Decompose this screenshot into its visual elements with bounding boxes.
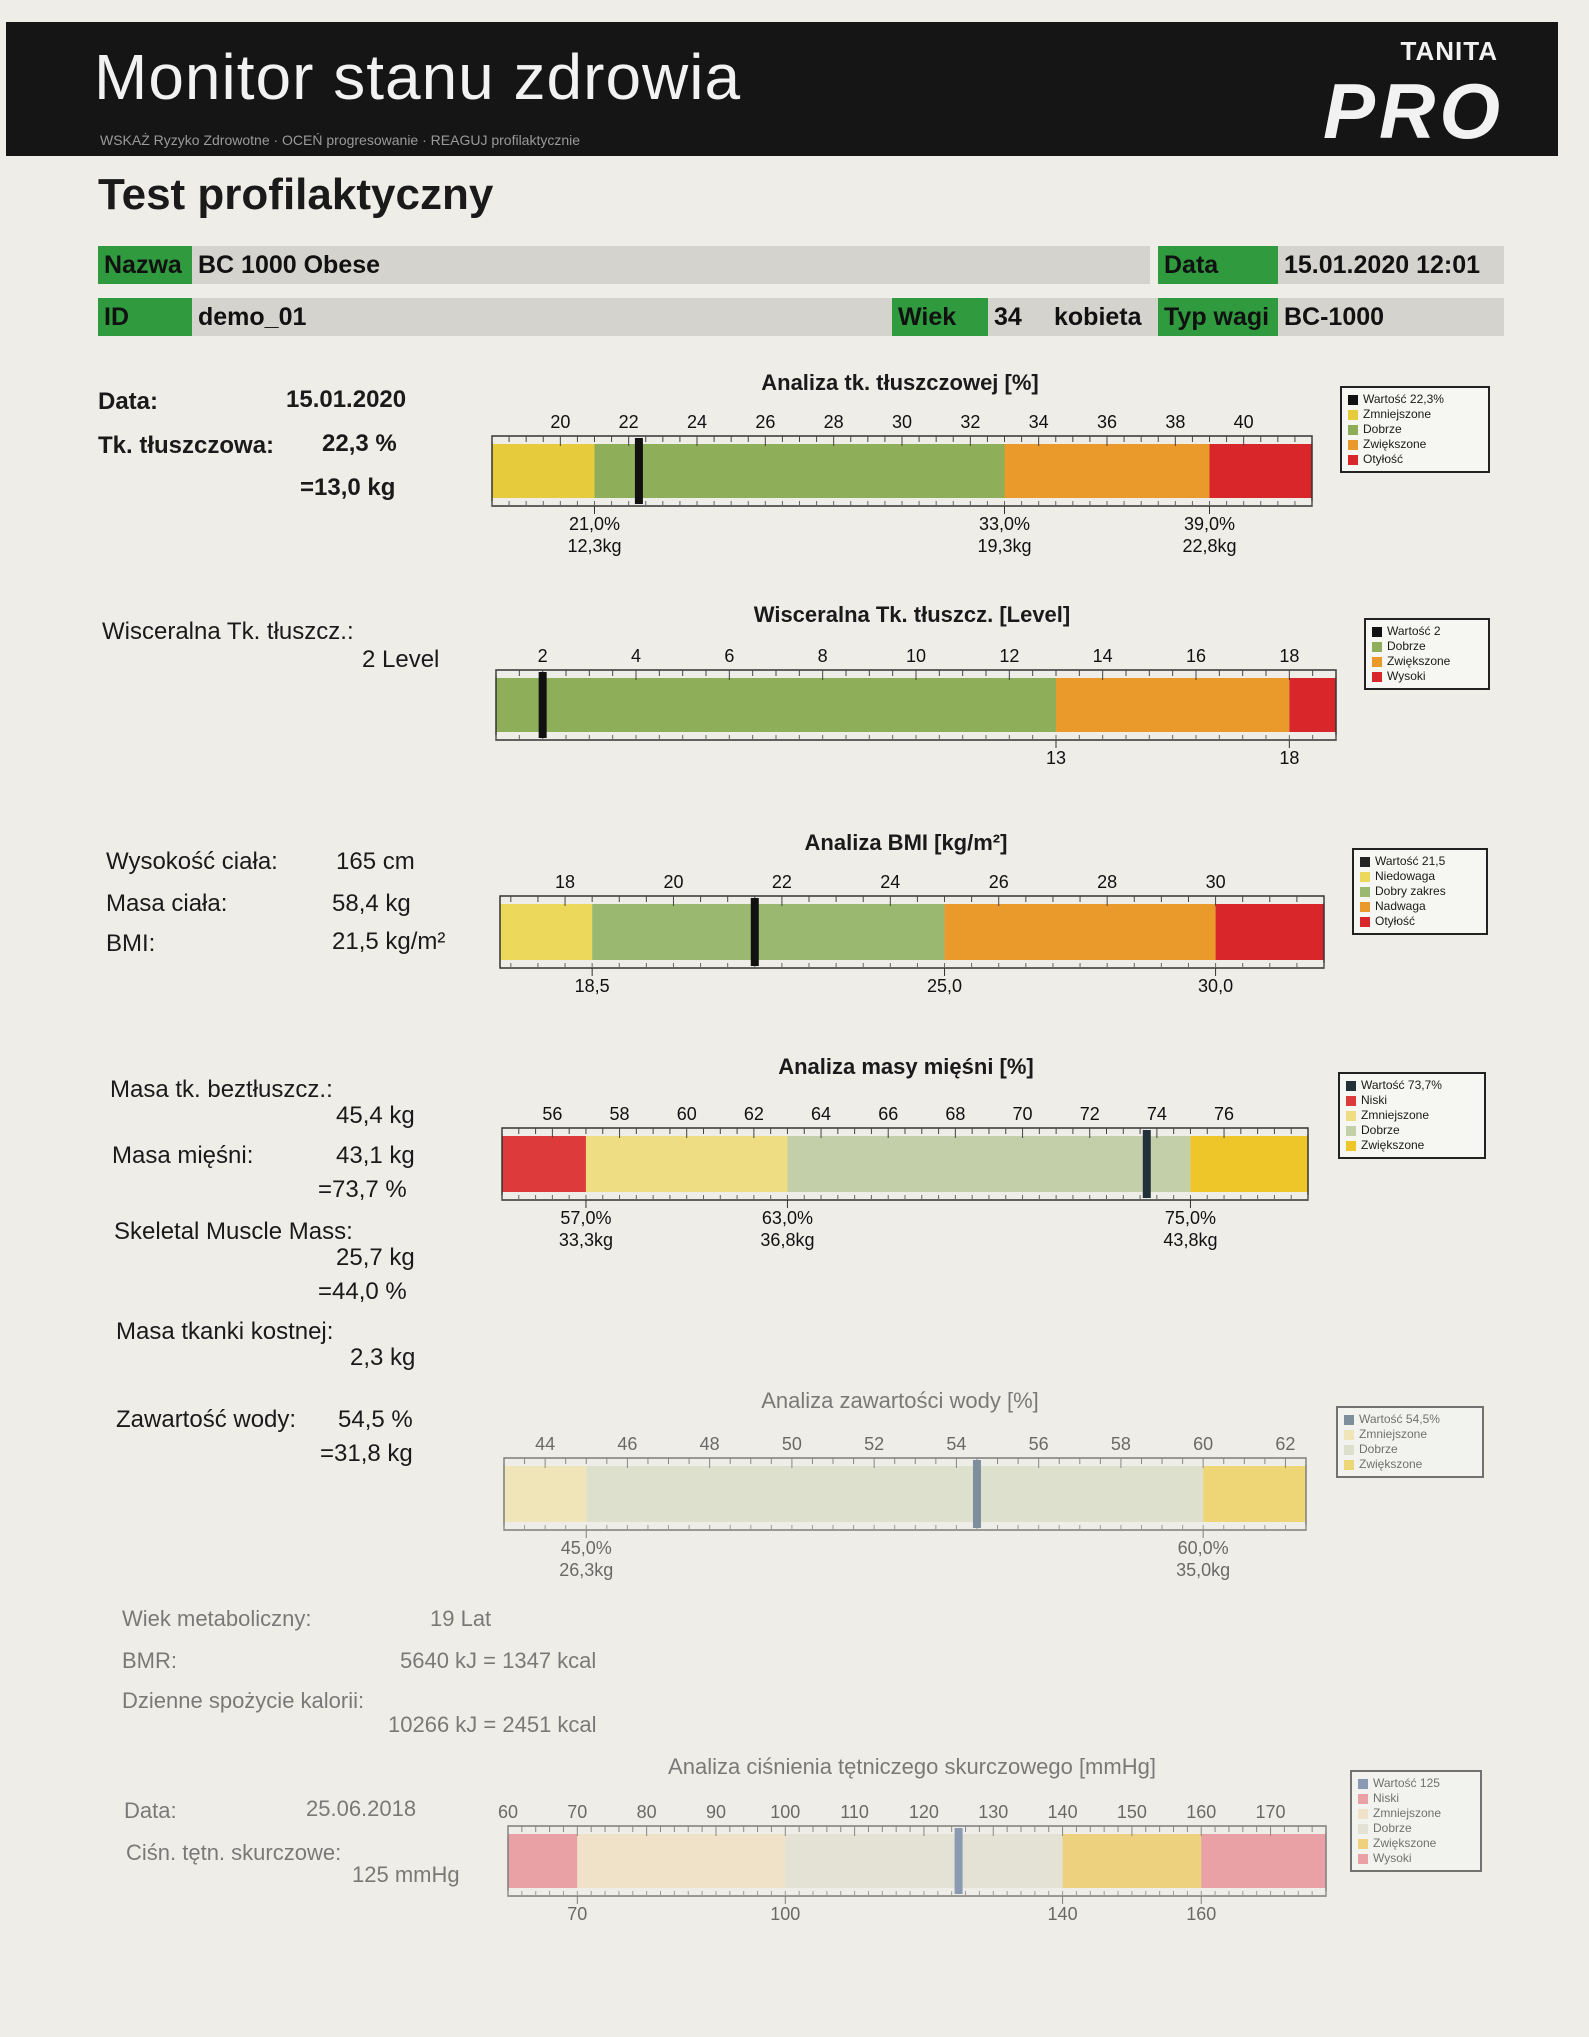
threshold-label: 35,0kg — [1176, 1560, 1231, 1580]
lean-mass-label: Masa tk. beztłuszcz.: — [110, 1076, 333, 1103]
range-segment — [496, 678, 1056, 732]
range-segment — [1056, 678, 1289, 732]
legend-item — [1344, 1442, 1476, 1457]
threshold-label: 60,0% — [1177, 1538, 1229, 1558]
threshold-label: 33,0% — [978, 514, 1031, 534]
legend-item — [1358, 1836, 1474, 1851]
date-label: Data — [1158, 246, 1278, 284]
tick-label: 58 — [1110, 1434, 1131, 1454]
tick-label: 62 — [743, 1104, 764, 1124]
age-label: Wiek — [892, 298, 988, 336]
legend-item — [1358, 1851, 1474, 1866]
tick-label: 38 — [1165, 412, 1186, 432]
threshold-label: 43,8kg — [1163, 1230, 1218, 1250]
legend-item — [1346, 1123, 1478, 1138]
fat-date-label: Data: — [98, 388, 159, 415]
chart-title: Analiza masy mięśni [%] — [778, 1054, 1034, 1079]
daily-calories-value: 10266 kJ = 2451 kcal — [388, 1712, 597, 1737]
tick-label: 90 — [705, 1802, 726, 1822]
name-value: BC 1000 Obese — [192, 246, 1150, 284]
muscle-mass-pct: =73,7 % — [318, 1176, 407, 1203]
tick-label: 50 — [781, 1434, 802, 1454]
legend-label: Wysoki — [1373, 1851, 1412, 1865]
tick-label: 74 — [1146, 1104, 1167, 1124]
range-segment — [504, 1466, 586, 1522]
bmr-label: BMR: — [122, 1648, 177, 1673]
chart-legend — [1338, 1072, 1486, 1159]
legend-swatch — [1348, 455, 1358, 465]
tick-label: 72 — [1079, 1104, 1100, 1124]
legend-item — [1358, 1776, 1474, 1791]
range-segment — [1203, 1466, 1306, 1522]
range-chart — [472, 396, 1332, 564]
tick-label: 68 — [945, 1104, 966, 1124]
range-segment — [1210, 444, 1313, 498]
range-segment — [785, 1834, 1062, 1888]
legend-swatch — [1358, 1854, 1368, 1864]
legend-label: Zwiększone — [1387, 654, 1451, 668]
range-segment — [500, 904, 592, 960]
range-segment — [1190, 1136, 1308, 1192]
legend-item — [1358, 1806, 1474, 1821]
fat-date-value: 15.01.2020 — [286, 386, 407, 413]
legend-swatch — [1358, 1824, 1368, 1834]
threshold-label: 13 — [1045, 748, 1067, 768]
tick-label: 48 — [699, 1434, 720, 1454]
legend-label: Zmniejszone — [1373, 1806, 1442, 1820]
legend-item — [1360, 854, 1480, 869]
threshold-label: 57,0% — [560, 1208, 612, 1228]
date-value: 15.01.2020 12:01 — [1278, 246, 1504, 284]
bp-date-label: Data: — [124, 1798, 177, 1823]
threshold-label: 33,3kg — [558, 1230, 613, 1250]
threshold-label: 12,3kg — [567, 536, 622, 556]
value-marker — [635, 438, 643, 504]
range-chart — [488, 1786, 1346, 1954]
name-label: Nazwa — [98, 246, 192, 284]
tick-label: 26 — [988, 872, 1009, 892]
legend-item — [1346, 1138, 1478, 1153]
legend-swatch — [1372, 642, 1382, 652]
legend-swatch — [1360, 857, 1370, 867]
scale-value: BC-1000 — [1278, 298, 1504, 336]
legend-swatch — [1344, 1430, 1354, 1440]
fat-kg: =13,0 kg — [300, 474, 396, 501]
bp-value: 125 mmHg — [352, 1862, 460, 1887]
tick-label: 8 — [817, 646, 828, 666]
legend-item — [1360, 884, 1480, 899]
value-marker — [539, 672, 547, 738]
bone-mass-value: 2,3 kg — [350, 1344, 416, 1371]
value-marker — [955, 1828, 963, 1894]
legend-label: Wartość 125 — [1373, 1776, 1440, 1790]
chart-title: Analiza zawartości wody [%] — [761, 1388, 1039, 1413]
legend-label: Dobrze — [1361, 1123, 1400, 1137]
tick-label: 2 — [537, 646, 548, 666]
legend-label: Dobrze — [1387, 639, 1426, 653]
value-marker — [751, 898, 759, 966]
tick-label: 4 — [630, 646, 642, 666]
visceral-label: Wisceralna Tk. tłuszcz.: — [102, 618, 354, 645]
legend-item — [1348, 392, 1482, 407]
daily-calories-label: Dzienne spożycie kalorii: — [122, 1688, 365, 1713]
tick-label: 76 — [1214, 1104, 1235, 1124]
threshold-label: 36,8kg — [760, 1230, 815, 1250]
tick-label: 18 — [555, 872, 576, 892]
legend-swatch — [1360, 902, 1370, 912]
sex-value: kobieta — [1048, 298, 1158, 336]
threshold-label: 39,0% — [1183, 514, 1236, 534]
tick-label: 150 — [1116, 1802, 1147, 1822]
legend-label: Zwiększone — [1359, 1457, 1423, 1471]
tick-label: 28 — [1097, 872, 1118, 892]
tick-label: 70 — [1012, 1104, 1033, 1124]
range-segment — [592, 904, 944, 960]
bmi-value: 21,5 kg/m² — [332, 928, 446, 955]
tick-label: 62 — [1275, 1434, 1296, 1454]
threshold-label: 100 — [770, 1904, 801, 1924]
app-title: Monitor stanu zdrowia — [94, 41, 742, 113]
threshold-label: 18,5 — [574, 976, 610, 996]
page-title: Test profilaktyczny — [98, 170, 494, 219]
legend-label: Wartość 73,7% — [1361, 1078, 1442, 1092]
tick-label: 32 — [960, 412, 981, 432]
chart-legend — [1364, 618, 1490, 690]
range-segment — [577, 1834, 785, 1888]
value-marker — [973, 1460, 981, 1528]
legend-item — [1348, 452, 1482, 467]
tick-label: 80 — [636, 1802, 657, 1822]
legend-swatch — [1346, 1111, 1356, 1121]
chart-legend — [1350, 1770, 1482, 1872]
range-segment — [586, 1136, 788, 1192]
range-segment — [508, 1834, 577, 1888]
tick-label: 56 — [1028, 1434, 1049, 1454]
tick-label: 64 — [811, 1104, 832, 1124]
tick-label: 22 — [771, 872, 792, 892]
legend-label: Zmniejszone — [1363, 407, 1432, 421]
chart-legend — [1340, 386, 1490, 473]
bmi-label: BMI: — [106, 930, 156, 957]
threshold-label: 70 — [567, 1904, 588, 1924]
legend-swatch — [1346, 1096, 1356, 1106]
tick-label: 24 — [686, 412, 708, 432]
threshold-label: 22,8kg — [1182, 536, 1237, 556]
tick-label: 20 — [663, 872, 684, 892]
metabolic-age-value: 19 Lat — [430, 1606, 492, 1631]
chart-legend — [1336, 1406, 1484, 1478]
legend-swatch — [1346, 1141, 1356, 1151]
mass-value: 58,4 kg — [332, 890, 411, 917]
legend-label: Dobrze — [1359, 1442, 1398, 1456]
tick-label: 40 — [1233, 412, 1254, 432]
range-chart — [476, 630, 1356, 798]
tick-label: 14 — [1092, 646, 1113, 666]
legend-swatch — [1360, 917, 1370, 927]
tick-label: 12 — [999, 646, 1020, 666]
legend-swatch — [1344, 1445, 1354, 1455]
chart-title: Analiza tk. tłuszczowej [%] — [761, 370, 1039, 395]
legend-item — [1360, 869, 1480, 884]
legend-label: Niski — [1373, 1791, 1399, 1805]
mass-label: Masa ciała: — [106, 890, 228, 917]
tick-label: 10 — [905, 646, 927, 666]
height-label: Wysokość ciała: — [106, 848, 278, 875]
legend-item — [1348, 407, 1482, 422]
tick-label: 170 — [1255, 1802, 1286, 1822]
range-segment — [492, 444, 595, 498]
tick-label: 140 — [1047, 1802, 1078, 1822]
threshold-label: 45,0% — [560, 1538, 612, 1558]
value-marker — [1143, 1130, 1151, 1198]
legend-item — [1372, 624, 1482, 639]
legend-item — [1344, 1427, 1476, 1442]
tick-label: 56 — [542, 1104, 563, 1124]
visceral-value: 2 Level — [362, 646, 440, 673]
legend-swatch — [1360, 872, 1370, 882]
legend-swatch — [1358, 1809, 1368, 1819]
chart-title: Wisceralna Tk. tłuszcz. [Level] — [753, 602, 1071, 627]
bp-date-value: 25.06.2018 — [306, 1796, 417, 1821]
legend-item — [1372, 669, 1482, 684]
id-value: demo_01 — [192, 298, 892, 336]
range-segment — [1005, 444, 1210, 498]
tick-label: 60 — [1193, 1434, 1214, 1454]
tick-label: 28 — [823, 412, 844, 432]
legend-swatch — [1346, 1126, 1356, 1136]
tick-label: 18 — [1279, 646, 1300, 666]
legend-swatch — [1348, 440, 1358, 450]
water-pct: 54,5 % — [338, 1406, 413, 1433]
id-label: ID — [98, 298, 192, 336]
legend-item — [1372, 639, 1482, 654]
threshold-label: 26,3kg — [559, 1560, 614, 1580]
legend-swatch — [1358, 1839, 1368, 1849]
threshold-label: 75,0% — [1164, 1208, 1216, 1228]
chart-title: Analiza BMI [kg/m²] — [804, 830, 1008, 855]
legend-item — [1344, 1457, 1476, 1472]
legend-item — [1360, 899, 1480, 914]
threshold-label: 63,0% — [761, 1208, 813, 1228]
legend-label: Nadwaga — [1375, 899, 1426, 913]
tick-label: 16 — [1185, 646, 1207, 666]
muscle-mass-value: 43,1 kg — [336, 1142, 415, 1169]
tick-label: 24 — [880, 872, 901, 892]
legend-label: Wartość 54,5% — [1359, 1412, 1440, 1426]
legend-label: Dobry zakres — [1375, 884, 1446, 898]
legend-label: Zmniejszone — [1359, 1427, 1428, 1441]
tick-label: 70 — [567, 1802, 588, 1822]
threshold-label: 19,3kg — [977, 536, 1032, 556]
smm-pct: =44,0 % — [318, 1278, 407, 1305]
tick-label: 160 — [1186, 1802, 1217, 1822]
water-kg: =31,8 kg — [320, 1440, 413, 1467]
metabolic-age-label: Wiek metaboliczny: — [122, 1606, 312, 1631]
tick-label: 44 — [535, 1434, 556, 1454]
threshold-label: 21,0% — [568, 514, 621, 534]
tick-label: 100 — [770, 1802, 801, 1822]
bp-label: Ciśn. tętn. skurczowe: — [126, 1840, 342, 1865]
tick-label: 46 — [617, 1434, 638, 1454]
lean-mass-value: 45,4 kg — [336, 1102, 415, 1129]
tick-label: 30 — [891, 412, 913, 432]
smm-label: Skeletal Muscle Mass: — [114, 1218, 353, 1245]
header-banner — [6, 22, 1558, 156]
brand-logo: PRO — [1322, 67, 1504, 155]
threshold-label: 25,0 — [927, 976, 963, 996]
legend-label: Zmniejszone — [1361, 1108, 1430, 1122]
range-segment — [1063, 1834, 1202, 1888]
age-value: 34 — [988, 298, 1048, 336]
legend-label: Niedowaga — [1375, 869, 1436, 883]
legend-label: Dobrze — [1363, 422, 1402, 436]
legend-label: Dobrze — [1373, 1821, 1412, 1835]
threshold-label: 18 — [1279, 748, 1300, 768]
range-segment — [1201, 1834, 1326, 1888]
legend-label: Wartość 21,5 — [1375, 854, 1446, 868]
brand-logo-small: TANITA — [1400, 36, 1498, 66]
legend-item — [1372, 654, 1482, 669]
legend-item — [1348, 422, 1482, 437]
app-subtitle: WSKAŻ Ryzyko Zdrowotne · OCEŃ progresowanie · REAGUJ profilaktycznie — [100, 132, 581, 148]
legend-swatch — [1346, 1081, 1356, 1091]
threshold-label: 160 — [1186, 1904, 1217, 1924]
range-segment — [502, 1136, 586, 1192]
bone-mass-label: Masa tkanki kostnej: — [116, 1318, 334, 1345]
range-segment — [1289, 678, 1336, 732]
tick-label: 36 — [1096, 412, 1118, 432]
fat-pct: 22,3 % — [322, 430, 397, 457]
tick-label: 26 — [755, 412, 776, 432]
legend-item — [1346, 1108, 1478, 1123]
legend-label: Wartość 2 — [1387, 624, 1441, 638]
range-segment — [945, 904, 1216, 960]
legend-swatch — [1358, 1779, 1368, 1789]
tick-label: 60 — [676, 1104, 697, 1124]
legend-swatch — [1372, 657, 1382, 667]
legend-swatch — [1372, 672, 1382, 682]
tick-label: 6 — [724, 646, 735, 666]
range-chart — [484, 1418, 1326, 1588]
range-segment — [586, 1466, 1203, 1522]
scale-label: Typ wagi — [1158, 298, 1278, 336]
tick-label: 66 — [878, 1104, 899, 1124]
threshold-label: 30,0 — [1198, 976, 1234, 996]
water-label: Zawartość wody: — [116, 1406, 297, 1433]
legend-item — [1348, 437, 1482, 452]
legend-swatch — [1358, 1794, 1368, 1804]
tick-label: 60 — [497, 1802, 519, 1822]
tick-label: 22 — [618, 412, 639, 432]
tick-label: 120 — [908, 1802, 939, 1822]
legend-label: Wartość 22,3% — [1363, 392, 1444, 406]
muscle-mass-label: Masa mięśni: — [112, 1142, 254, 1169]
range-segment — [1216, 904, 1324, 960]
legend-label: Zwiększone — [1361, 1138, 1425, 1152]
tick-label: 52 — [864, 1434, 885, 1454]
legend-label: Otyłość — [1363, 452, 1404, 466]
legend-swatch — [1348, 395, 1358, 405]
legend-label: Zwiększone — [1373, 1836, 1437, 1850]
legend-swatch — [1348, 425, 1358, 435]
range-segment — [595, 444, 1005, 498]
height-value: 165 cm — [336, 848, 415, 875]
legend-swatch — [1344, 1460, 1354, 1470]
legend-item — [1358, 1791, 1474, 1806]
legend-item — [1358, 1821, 1474, 1836]
tick-label: 110 — [840, 1802, 869, 1822]
legend-swatch — [1348, 410, 1358, 420]
tick-label: 34 — [1028, 412, 1049, 432]
legend-swatch — [1372, 627, 1382, 637]
legend-swatch — [1360, 887, 1370, 897]
bmr-value: 5640 kJ = 1347 kcal — [400, 1648, 597, 1673]
tick-label: 20 — [550, 412, 571, 432]
tick-label: 54 — [946, 1434, 967, 1454]
fat-label: Tk. tłuszczowa: — [98, 432, 275, 459]
legend-label: Wysoki — [1387, 669, 1426, 683]
range-chart — [480, 856, 1344, 1026]
legend-item — [1360, 914, 1480, 929]
tick-label: 30 — [1205, 872, 1226, 892]
legend-swatch — [1344, 1415, 1354, 1425]
tick-label: 58 — [609, 1104, 630, 1124]
chart-legend — [1352, 848, 1488, 935]
tick-label: 130 — [978, 1802, 1009, 1822]
legend-label: Otyłość — [1375, 914, 1416, 928]
range-chart — [482, 1088, 1328, 1258]
smm-value: 25,7 kg — [336, 1244, 415, 1271]
legend-label: Niski — [1361, 1093, 1387, 1107]
threshold-label: 140 — [1047, 1904, 1078, 1924]
chart-title: Analiza ciśnienia tętniczego skurczowego [mmHg] — [668, 1754, 1156, 1779]
range-segment — [787, 1136, 1190, 1192]
legend-label: Zwiększone — [1363, 437, 1427, 451]
legend-item — [1346, 1093, 1478, 1108]
legend-item — [1346, 1078, 1478, 1093]
legend-item — [1344, 1412, 1476, 1427]
